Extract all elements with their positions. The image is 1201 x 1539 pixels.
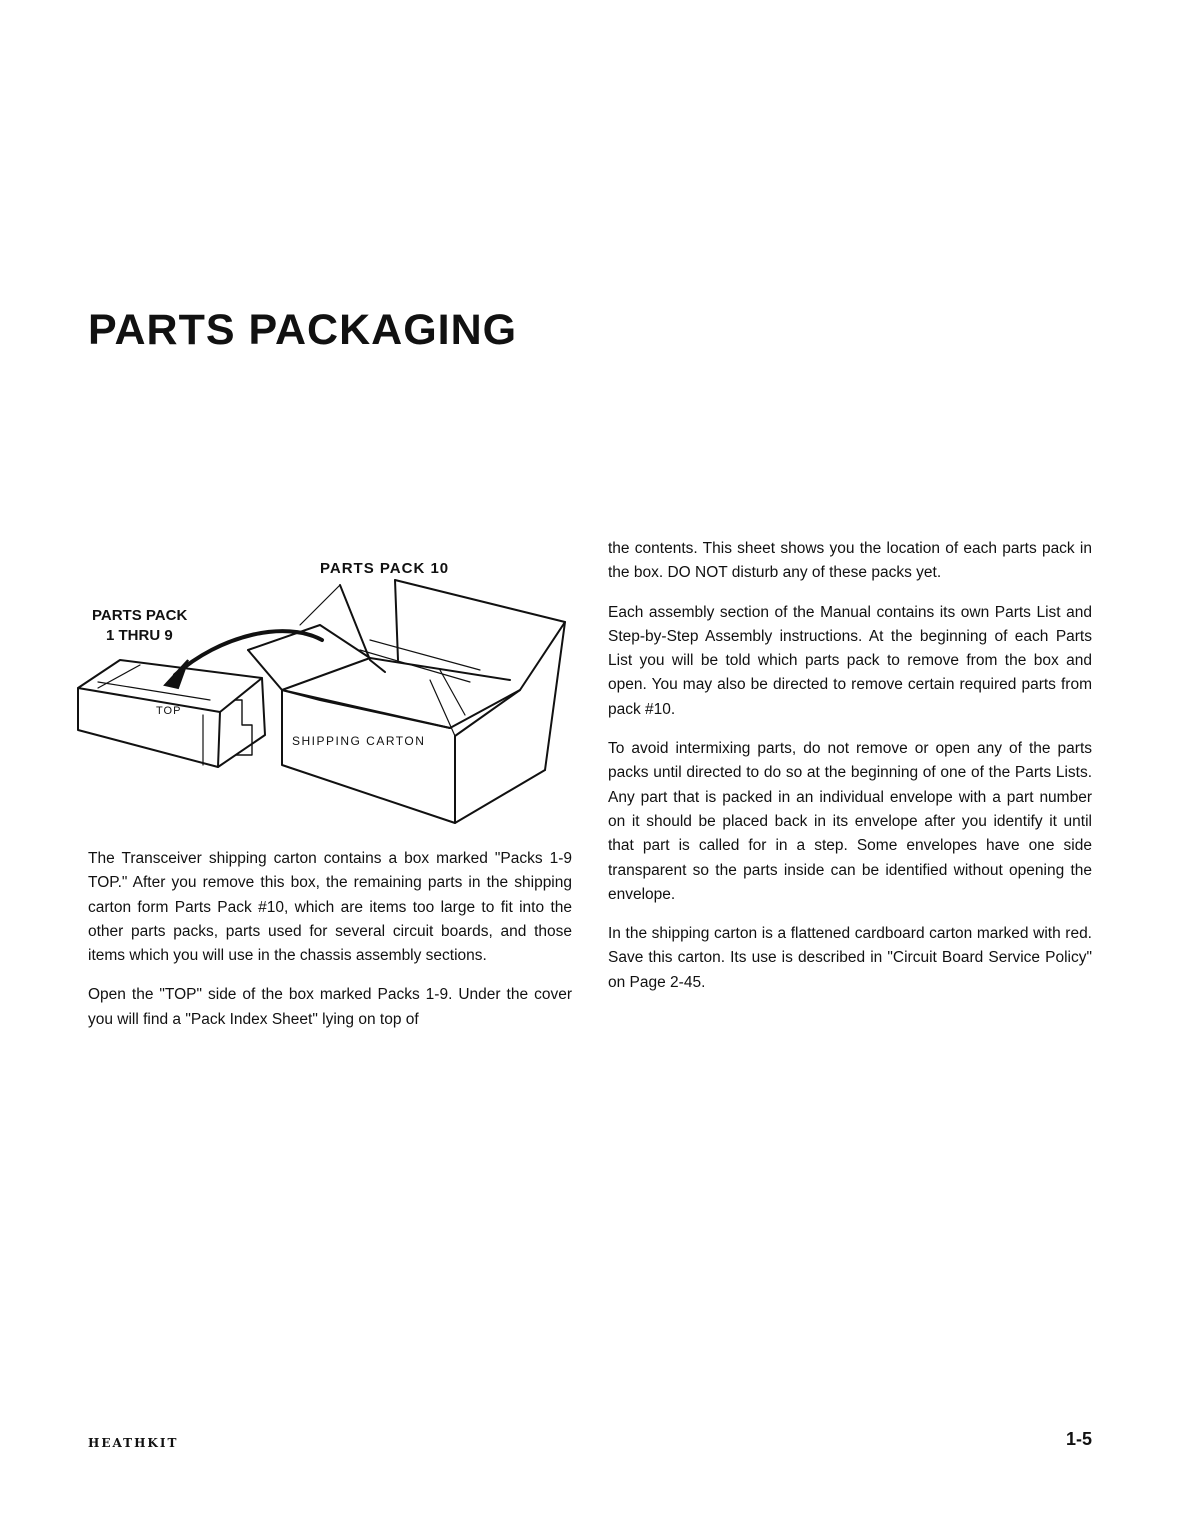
right-paragraph-2: Each assembly section of the Manual contains its own Parts List and Step-by-Step Assembly instructions. At the beginning of each Parts List you will be told which parts pack to remove from the box and open. You may also be directed to remove certain required parts from pack #10. <box>608 603 1092 718</box>
label-top: TOP <box>156 705 182 717</box>
left-paragraph-2: Open the "TOP" side of the box marked Packs 1-9. Under the cover you will find a "Pack Index Sheet" lying on top of <box>88 986 572 1028</box>
carton-rim-back <box>282 658 510 690</box>
carton-flap-front <box>282 690 450 728</box>
small-box-tape-top-2 <box>98 682 210 700</box>
left-paragraph-1: The Transceiver shipping carton contains a box marked "Packs 1-9 TOP." After you remove this box, the remaining parts in the shipping carton form Parts Pack #10, which are items too large to fit into the other parts packs, parts used for several circuit boards, and those items which you will use in the chassis assembly sections. <box>88 850 572 965</box>
carton-flap-left <box>248 625 370 658</box>
transfer-arrow-head <box>165 660 188 688</box>
carton-right-face <box>455 770 545 823</box>
carton-flap-back-top <box>300 585 340 625</box>
carton-inner-3 <box>430 680 455 736</box>
carton-top-rim <box>248 650 520 728</box>
page-number: 1-5 <box>1066 1429 1093 1449</box>
left-column <box>88 847 572 1047</box>
small-box-front-edge <box>218 712 220 767</box>
parts-packaging-illustration <box>70 540 590 840</box>
label-shipping-carton: SHIPPING CARTON <box>292 734 426 748</box>
transfer-arrow-line <box>175 631 322 675</box>
box-diagram <box>70 540 590 840</box>
label-parts-pack-10: PARTS PACK 10 <box>320 560 450 577</box>
label-parts-pack-1-9-line1: PARTS PACK <box>92 607 188 624</box>
carton-inner-2 <box>370 640 480 670</box>
right-paragraph-4: In the shipping carton is a flattened cardboard carton marked with red. Save this carton. Its use is described in "Circuit Board Service Policy" on Page 2-45. <box>608 925 1092 991</box>
right-paragraph-1: the contents. This sheet shows you the location of each parts pack in the box. DO NOT disturb any of these packs yet. <box>608 540 1092 582</box>
small-box-tape-top <box>98 665 140 688</box>
footer-brand-logo: HEATHKIT <box>88 1436 179 1450</box>
right-column <box>608 537 1092 1010</box>
page-title: PARTS PACKAGING <box>88 306 518 354</box>
right-paragraph-3: To avoid intermixing parts, do not remove or open any of the parts packs until directed to do so at the beginning of one of the Parts Lists. Any part that is packed in an individual envelope with a part number on it should be placed back in its envelope after you identify it until that part is called for in a step. Some envelopes have one side transparent so the parts inside can be identified without opening the envelope. <box>608 740 1092 903</box>
label-parts-pack-1-9-line2: 1 THRU 9 <box>106 627 173 644</box>
